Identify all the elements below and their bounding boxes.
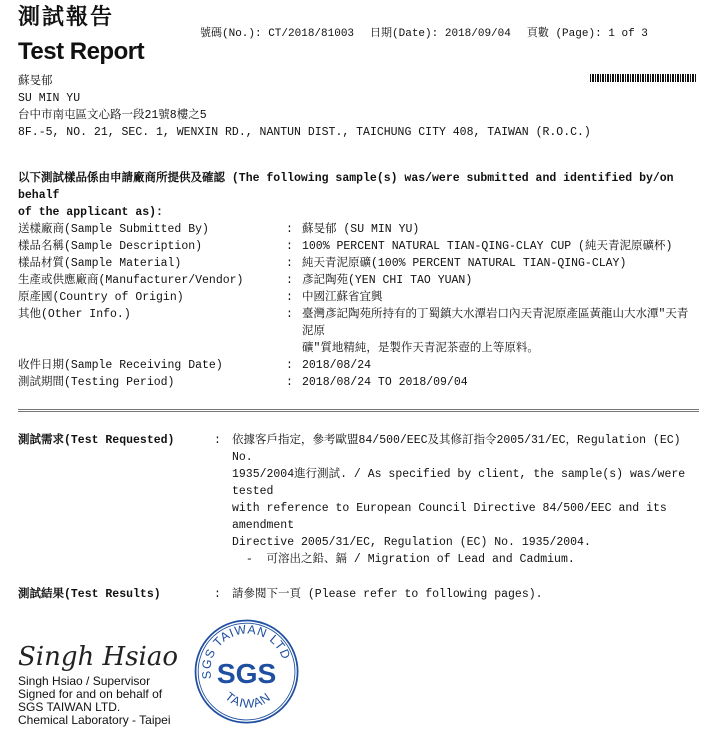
test-results-value: 請參閱下一頁 (Please refer to following pages). — [232, 588, 543, 601]
title-chinese: 測試報告 — [18, 4, 115, 30]
field-value-cell — [302, 374, 699, 391]
field-label: 收件日期(Sample Receiving Date) — [18, 359, 223, 372]
test-requested-line: with reference to European Council Directive 84/500/EEC and its amendment — [232, 502, 667, 532]
field-value-cell — [302, 306, 699, 357]
test-results-label: 測試結果(Test Results) — [18, 588, 161, 601]
barcode — [590, 74, 697, 82]
lab-name: Chemical Laboratory - Taipei — [18, 713, 171, 727]
test-requested-line: 1935/2004進行測試. / As specified by client, the sample(s) was/were tested — [232, 468, 686, 498]
report-date: 日期(Date): 2018/09/04 — [370, 28, 511, 40]
intro-line-1: 以下測試樣品係由申請廠商所提供及確認 (The following sample(s) was/were submitted and identified by/on behalf — [18, 172, 674, 202]
applicant-address-en: 8F.-5, NO. 21, SEC. 1, WENXIN RD., NANTUN DIST., TAICHUNG CITY 408, TAIWAN (R.O.C.) — [18, 126, 591, 139]
field-label: 樣品材質(Sample Material) — [18, 257, 182, 270]
colon: : — [286, 308, 293, 321]
stamp-ring-top: SGS TAIWAN LTD — [199, 622, 294, 680]
field-value: 礦"質地精純，是製作天青泥茶壺的上等原料。 — [302, 342, 539, 355]
report-meta — [200, 26, 648, 43]
field-value: 蘇旻郁 (SU MIN YU) — [302, 223, 420, 236]
signed-for-line: Signed for and on behalf of — [18, 687, 163, 701]
field-value-cell — [302, 272, 699, 289]
field-value-cell — [302, 289, 699, 306]
field-value: 2018/08/24 TO 2018/09/04 — [302, 376, 468, 389]
test-requested-line: - 可溶出之鉛、鎘 / Migration of Lead and Cadmium. — [232, 553, 575, 566]
field-value-cell — [302, 357, 699, 374]
page-number: 頁數 (Page): 1 of 3 — [526, 28, 648, 40]
test-requested-text — [232, 432, 699, 568]
colon: : — [286, 240, 293, 253]
test-results-section — [18, 586, 699, 603]
field-label: 樣品名稱(Sample Description) — [18, 240, 203, 253]
field-value: 中國江蘇省宜興 — [302, 291, 383, 304]
field-value-cell — [302, 221, 699, 238]
field-value: 純天青泥原礦(100% PERCENT NATURAL TIAN-QING-CLAY) — [302, 257, 627, 270]
colon: : — [286, 274, 293, 287]
separator — [18, 409, 699, 412]
field-value: 2018/08/24 — [302, 359, 372, 372]
field-label: 其他(Other Info.) — [18, 308, 131, 321]
field-value: 臺灣彥記陶苑所持有的丁蜀鎮大水潭岩口內天青泥原產區黃龍山大水潭"天青泥原 — [302, 308, 689, 338]
field-label: 送樣廠商(Sample Submitted By) — [18, 223, 209, 236]
applicant-address-cn: 台中市南屯區文心路一段21號8樓之5 — [18, 109, 207, 122]
field-label: 原產國(Country of Origin) — [18, 291, 184, 304]
field-value: 彥記陶苑(YEN CHI TAO YUAN) — [302, 274, 473, 287]
test-requested-section — [18, 432, 699, 568]
colon: : — [286, 257, 293, 270]
signature-text — [18, 641, 178, 727]
applicant-name-en: SU MIN YU — [18, 92, 81, 105]
field-value-cell — [302, 255, 699, 272]
field-label: 生產或供應廠商(Manufacturer/Vendor) — [18, 274, 244, 287]
test-requested-line: Directive 2005/31/EC, Regulation (EC) No. 1935/2004. — [232, 536, 591, 549]
field-label: 測試期間(Testing Period) — [18, 376, 175, 389]
stamp-ring-bottom: TAIWAN — [222, 689, 274, 711]
test-requested-line: 依據客戶指定，參考歐盟84/500/EEC及其修訂指令2005/31/EC，Regulation (EC) No. — [232, 434, 681, 464]
intro — [18, 170, 699, 221]
field-value: 100% PERCENT NATURAL TIAN-QING-CLAY CUP (純天青泥原礦杯) — [302, 240, 673, 253]
colon: : — [286, 359, 293, 372]
intro-line-2: of the applicant as): — [18, 206, 163, 219]
signature-block — [18, 617, 699, 727]
colon: : — [286, 291, 293, 304]
stamp-center: SGS — [216, 658, 277, 689]
colon: : — [214, 434, 221, 447]
colon: : — [286, 223, 293, 236]
report-number: 號碼(No.): CT/2018/81003 — [200, 28, 355, 40]
test-requested-label: 測試需求(Test Requested) — [18, 434, 175, 447]
applicant-name-cn: 蘇旻郁 — [18, 75, 53, 88]
report-header — [18, 0, 699, 160]
sgs-stamp — [192, 617, 302, 727]
title-english: Test Report — [18, 38, 145, 65]
field-value-cell — [302, 238, 699, 255]
colon: : — [214, 588, 221, 601]
sample-fields — [18, 221, 699, 391]
colon: : — [286, 376, 293, 389]
signatory-name: Singh Hsiao / Supervisor — [18, 674, 151, 688]
handwritten-signature: Singh Hsiao — [18, 642, 179, 672]
svg-text:TAIWAN — [223, 689, 274, 710]
company-name: SGS TAIWAN LTD. — [18, 700, 121, 714]
